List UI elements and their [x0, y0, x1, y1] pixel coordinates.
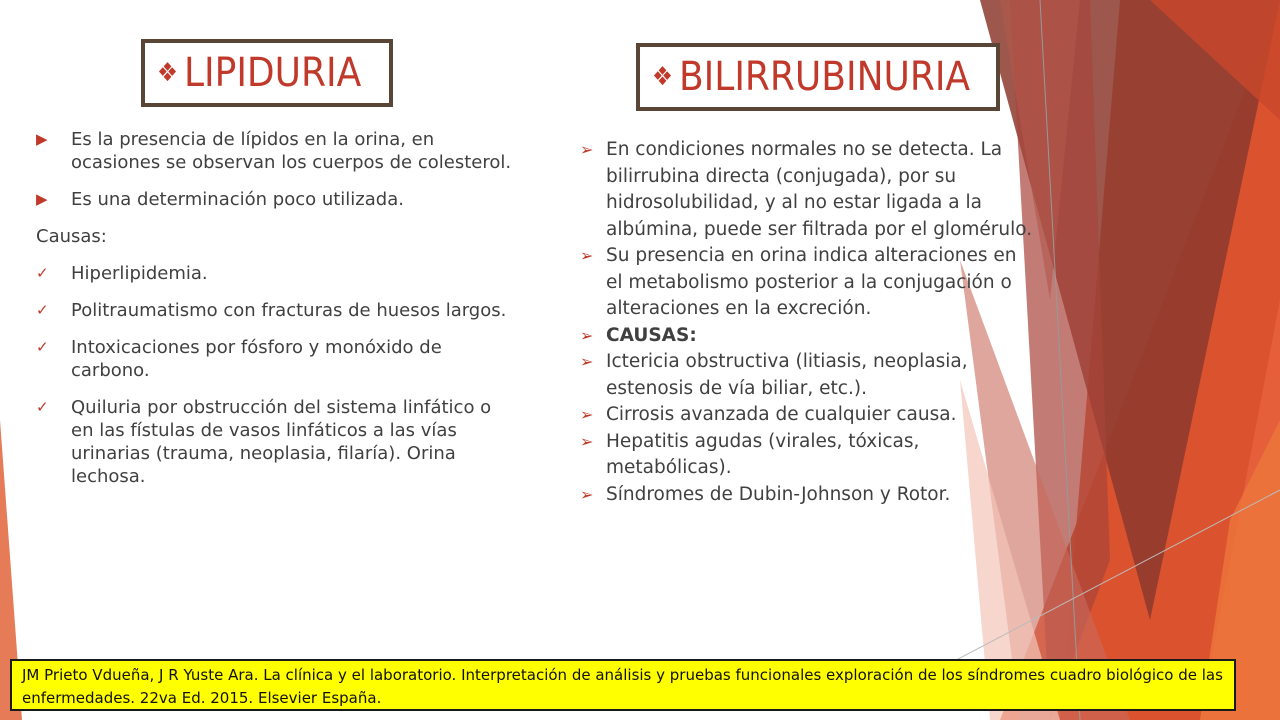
arrow-bullet-icon: ➢: [580, 140, 594, 159]
check-icon: ✓: [36, 301, 49, 319]
list-item: ✓ Quiluria por obstrucción del sistema linfático o en las fístulas de vasos linfáticos a las vías urinarias (trauma, neoplasia, filaría). Orina lechosa.: [36, 397, 492, 487]
bilirrubinuria-title-box: [636, 43, 1000, 111]
list-item: ▶ Es una determinación poco utilizada.: [36, 189, 404, 210]
list-item: ➢ En condiciones normales no se detecta. La bilirrubina directa (conjugada), por su hidrosolubilidad, y al no estar ligada a la albúmina, puede ser filtrada por el glomérulo.: [580, 139, 1033, 240]
list-item: ➢ Hepatitis agudas (virales, tóxicas, metabólicas).: [580, 430, 920, 478]
list-item: ✓ Politraumatismo con fracturas de huesos largos.: [36, 300, 507, 321]
arrow-bullet-icon: ➢: [580, 484, 594, 504]
list-item: ➢ Síndromes de Dubin-Johnson y Rotor.: [578, 482, 1038, 509]
list-item: ➢ Su presencia en orina indica alteraciones en el metabolismo posterior a la conjugación o alteraciones en la excreción.: [580, 245, 1017, 319]
diamond-bullet-icon: ❖: [157, 58, 178, 88]
list-item: ✓ Intoxicaciones por fósforo y monóxido de carbono.: [36, 337, 442, 381]
triangle-bullet-icon: ▶: [36, 130, 48, 148]
bilirrubinuria-content: [578, 137, 1038, 508]
triangle-bullet-icon: ▶: [36, 190, 48, 208]
lipiduria-title-box: [141, 39, 393, 107]
list-item: ➢ Ictericia obstructiva (litiasis, neoplasia, estenosis de vía biliar, etc.).: [580, 351, 968, 399]
causas-label: Causas:: [36, 226, 107, 247]
arrow-bullet-icon: ➢: [580, 352, 594, 371]
list-item: ✓ Hiperlipidemia.: [36, 263, 208, 284]
arrow-bullet-icon: ➢: [580, 405, 594, 424]
arrow-bullet-icon: ➢: [580, 431, 594, 451]
causas-heading: ➢ CAUSAS:: [578, 323, 1038, 350]
list-item: ▶ Es la presencia de lípidos en la orina, en ocasiones se observan los cuerpos de colesterol.: [36, 129, 512, 173]
lipiduria-title: LIPIDURIA: [183, 50, 362, 96]
diamond-bullet-icon: ❖: [652, 62, 673, 92]
arrow-bullet-icon: ➢: [580, 246, 594, 265]
check-icon: ✓: [36, 398, 49, 416]
lipiduria-content: [36, 128, 516, 502]
bilirrubinuria-title: BILIRRUBINURIA: [678, 54, 971, 100]
list-item: ➢ Cirrosis avanzada de cualquier causa.: [578, 402, 1038, 429]
arrow-bullet-icon: ➢: [580, 325, 594, 345]
check-icon: ✓: [36, 338, 49, 356]
citation-box: JM Prieto Vdueña, J R Yuste Ara. La clínica y el laboratorio. Interpretación de análisis y pruebas funcionales exploración de los síndromes cuadro biológico de las enfermedades. 22va Ed. 2015. Elsevier España.: [10, 659, 1236, 711]
check-icon: ✓: [36, 264, 49, 282]
